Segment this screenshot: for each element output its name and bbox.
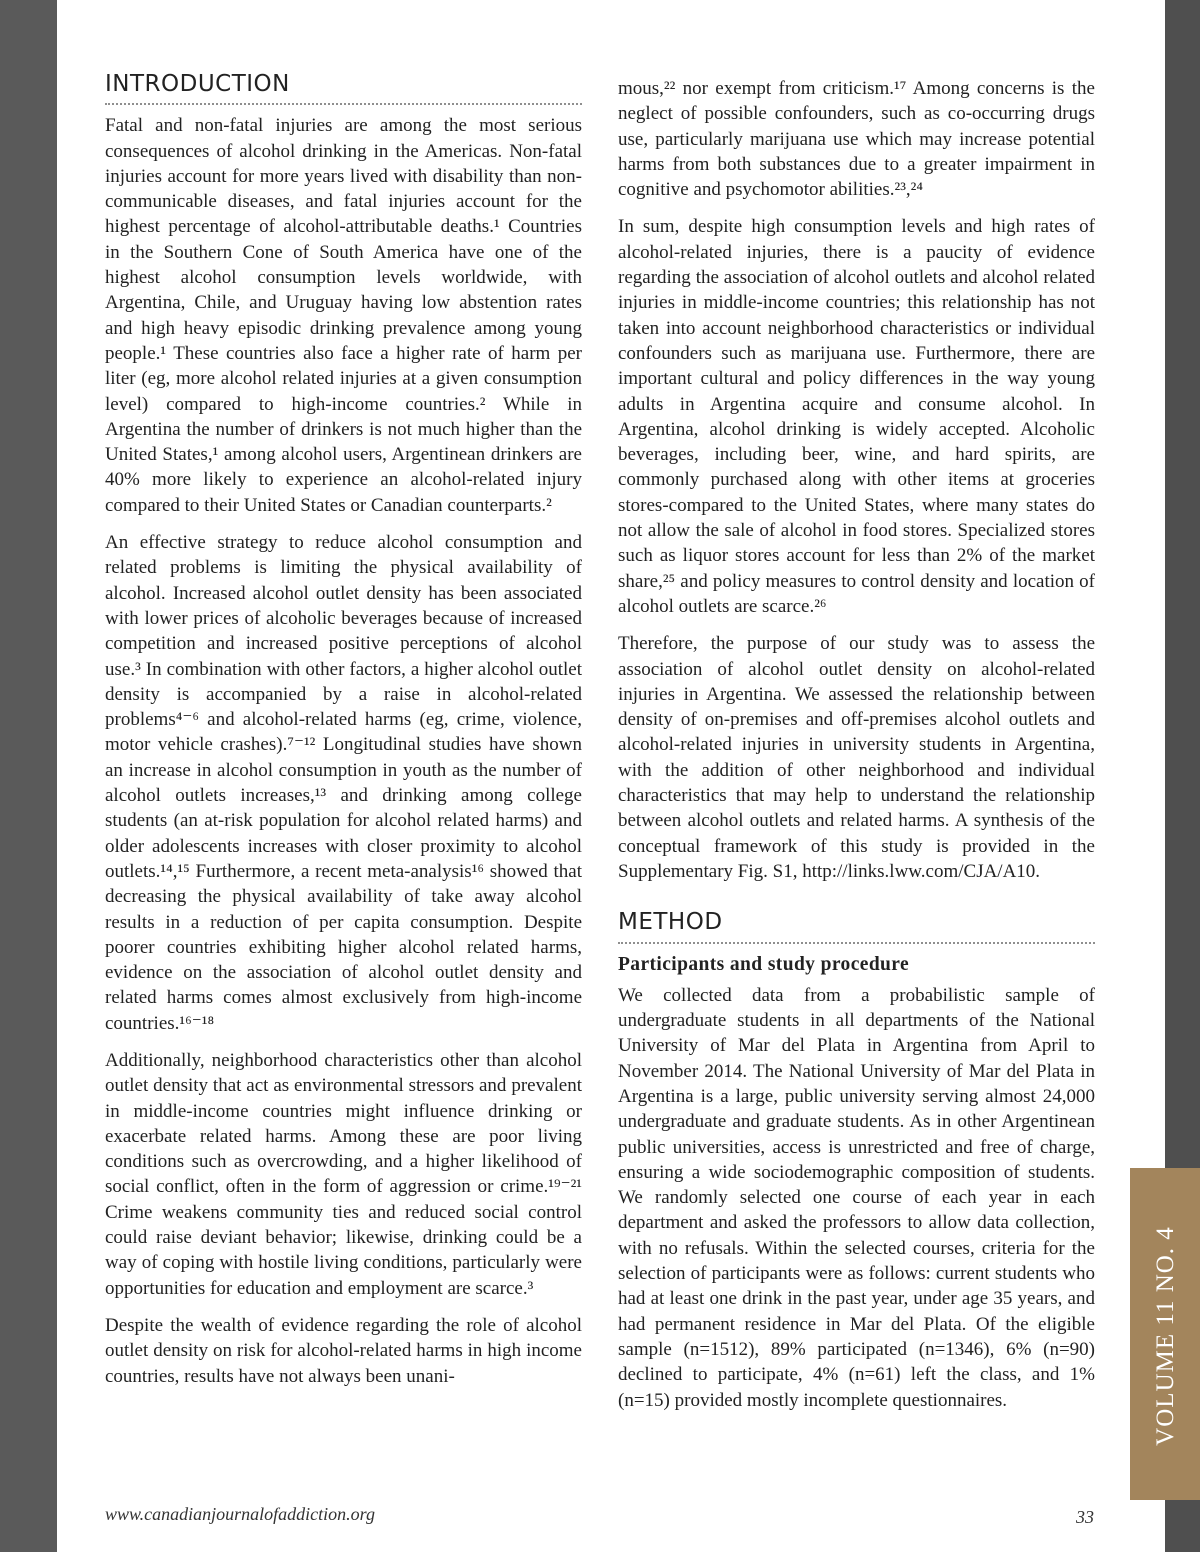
intro-paragraph-1: Fatal and non-fatal injuries are among the most serious consequences of alcohol drinking in the Americas. Non-fatal injuries account for more years lived with disability than non-communicable diseases, and fatal injuries account for the highest percentage of alcohol-attributable deaths.¹ Countries in the Southern Cone of South America have one of the highest alcohol consumption levels worldwide, with Argentina, Chile, and Uruguay having low abstention rates and high heavy episodic drinking prevalence among young people.¹ These countries also face a higher rate of harm per liter (eg, more alcohol related injuries at a given consumption level) compared to high-income countries.² While in Argentina the number of drinkers is not much higher than the United States,¹ among alcohol users, Argentinean drinkers are 40% more likely to experience an alcohol-related injury compared to their United States or Canadian counterparts.² bbox=[105, 115, 582, 516]
intro-paragraph-7: Therefore, the purpose of our study was to assess the association of alcohol outlet density on alcohol-related injuries in Argentina. We assessed the relationship between density of on-premises and off-premises alcohol outlets and alcohol-related injuries in university students in Argentina, with the addition of other neighborhood and individual characteristics that may help to understand the relationship between alcohol outlets and related harms. A synthesis of the conceptual framework of this study is provided in the Supplementary Fig. S1, http://links.lww.com/CJA/A10. bbox=[618, 633, 1095, 882]
left-column bbox=[105, 72, 582, 1401]
method-paragraph-1: We collected data from a probabilistic sample of undergraduate students in all departments of the National University of Mar del Plata in Argentina from April to November 2014. The National University of Mar del Plata in Argentina is a large, public university serving almost 24,000 undergraduate and graduate students. As in other Argentinean public universities, access is unrestricted and free of charge, ensuring a wide sociodemographic composition of students. We randomly selected one course of each year in each department and asked the professors to allow data collection, with no refusals. Within the selected courses, criteria for the selection of participants were as follows: current students who had at least one drink in the past year, under age 35 years, and had permanent residence in Mar del Plata. Of the eligible sample (n=1512), 89% participated (n=1346), 6% (n=90) declined to participate, 4% (n=61) left the class, and 1% (n=15) provided mostly incomplete questionnaires. bbox=[618, 984, 1095, 1411]
intro-paragraph-2: An effective strategy to reduce alcohol consumption and related problems is limiting the physical availability of alcohol. Increased alcohol outlet density has been associated with lower prices of alcoholic beverages because of increased competition and increased positive perceptions of alcohol use.³ In combination with other factors, a higher alcohol outlet density is accompanied by a raise in alcohol-related problems⁴⁻⁶ and alcohol-related harms (eg, crime, violence, motor vehicle crashes).⁷⁻¹² Longitudinal studies have shown an increase in alcohol consumption in youth as the number of alcohol outlets increases,¹³ and drinking among college students (an at-risk population for alcohol related harms) and older adolescents increases with closer proximity to alcohol outlets.¹⁴,¹⁵ Furthermore, a recent meta-analysis¹⁶ showed that decreasing the physical availability of take away alcohol results in a reduction of per capita consumption. Despite poorer countries exhibiting higher alcohol related harms, evidence on the association of alcohol outlet density and related harms comes almost exclusively from high-income countries.¹⁶⁻¹⁸ bbox=[105, 532, 582, 1034]
intro-paragraph-6: In sum, despite high consumption levels and high rates of alcohol-related injuries, there is a paucity of evidence regarding the association of alcohol outlets and alcohol related injuries in middle-income countries; this relationship has not taken into account neighborhood characteristics or individual confounders such as marijuana use. Furthermore, there are important cultural and policy differences in the way young adults in Argentina acquire and consume alcohol. In Argentina, alcohol drinking is widely accepted. Alcoholic beverages, including beer, wine, and hard spirits, are commonly purchased along with other items at groceries stores-compared to the United States, where many states do not allow the sale of alcohol in food stores. Specialized stores such as liquor stores account for less than 2% of the market share,²⁵ and policy measures to control density and location of alcohol outlets are scarce.²⁶ bbox=[618, 216, 1095, 617]
intro-paragraph-3: Additionally, neighborhood characteristics other than alcohol outlet density that act as environmental stressors and prevalent in middle-income countries might influence drinking or exacerbate related harms. Among these are poor living conditions such as overcrowding, and a higher likelihood of social conflict, often in the form of aggression or crime.¹⁹⁻²¹ Crime weakens community ties and reduced social control could raise deviant behavior; likewise, drinking could be a way of coping with hostile living conditions, particularly were opportunities for education and employment are scarce.³ bbox=[105, 1049, 582, 1299]
right-column bbox=[618, 76, 1095, 1425]
method-heading: METHOD bbox=[618, 910, 1095, 943]
intro-paragraph-4: Despite the wealth of evidence regarding the role of alcohol outlet density on risk for alcohol-related harms in high income countries, results have not always been unani- bbox=[105, 1314, 582, 1387]
page-number: 33 bbox=[1076, 1507, 1094, 1527]
journal-website: www.canadianjournalofaddiction.org bbox=[105, 1504, 376, 1524]
intro-paragraph-5: mous,²² nor exempt from criticism.¹⁷ Among concerns is the neglect of possible confounders, such as co-occurring drugs use, particularly marijuana use which may increase potential harms from both substances due to a greater impairment in cognitive and psychomotor abilities.²³,²⁴ bbox=[618, 78, 1095, 201]
volume-label: VOLUME 11 NO. 4 bbox=[1152, 1226, 1179, 1446]
introduction-heading: INTRODUCTION bbox=[105, 72, 582, 105]
method-section bbox=[618, 910, 1095, 1413]
participants-subheading: Participants and study procedure bbox=[618, 953, 910, 975]
